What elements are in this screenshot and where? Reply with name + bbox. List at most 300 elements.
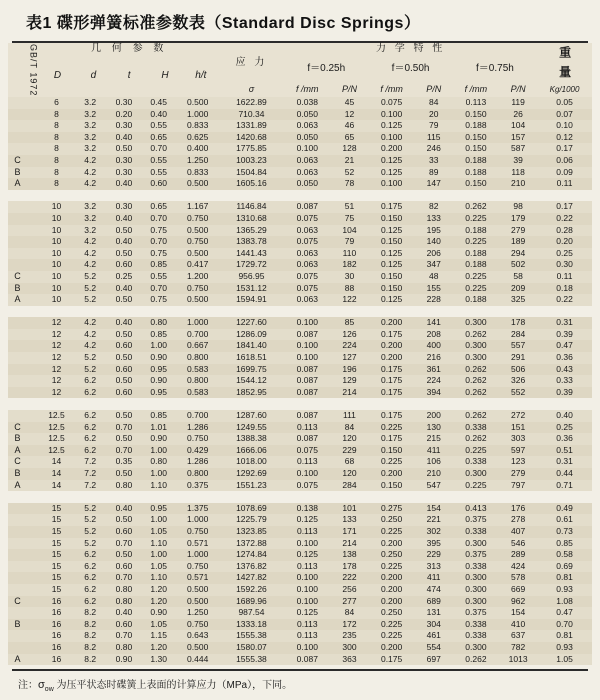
cell-pn: 68	[330, 456, 368, 468]
cell-pn: 101	[330, 503, 368, 515]
cell-: 1551.23	[219, 480, 284, 492]
cell-fmm: 0.188	[453, 259, 499, 271]
cell-d: 5.2	[73, 364, 107, 376]
cell-fmm: 0.125	[284, 607, 330, 619]
group-geometry: 几 何 参 数	[40, 43, 219, 55]
cell-t: 0.30	[107, 167, 141, 179]
cell-d: 12	[40, 329, 74, 341]
cell-fmm: 0.225	[368, 526, 414, 538]
cell-d: 3.2	[73, 143, 107, 155]
col-P-025: P/N	[330, 83, 368, 97]
cell-fmm: 0.188	[453, 120, 499, 132]
cell-t: 0.60	[107, 340, 141, 352]
cell-kg1000: 0.51	[537, 445, 592, 457]
cell-pn: 147	[415, 178, 453, 190]
cell-t: 0.50	[107, 248, 141, 260]
table-row	[8, 248, 592, 260]
cell-pn: 128	[330, 143, 368, 155]
cell-t: 0.70	[107, 538, 141, 550]
cell-kg1000: 0.70	[537, 619, 592, 631]
cell-d: 16	[40, 642, 74, 654]
cell-fmm: 0.113	[284, 561, 330, 573]
cell-pn: 75	[330, 213, 368, 225]
cell-pn: 411	[415, 445, 453, 457]
cell-d: 10	[40, 248, 74, 260]
cell-fmm: 0.075	[284, 445, 330, 457]
cell-kg1000: 0.39	[537, 329, 592, 341]
row-std-spacer	[27, 155, 40, 167]
table-row	[8, 607, 592, 619]
cell-: 1618.51	[219, 352, 284, 364]
cell-h: 0.60	[141, 178, 177, 190]
cell-pn: 547	[415, 480, 453, 492]
cell-pn: 782	[499, 642, 537, 654]
cell-d: 8	[40, 143, 74, 155]
row-series-label: C	[8, 422, 27, 434]
cell-fmm: 0.300	[453, 572, 499, 584]
cell-fmm: 0.125	[284, 514, 330, 526]
cell-: 1729.72	[219, 259, 284, 271]
cell-d: 6.2	[73, 572, 107, 584]
table-row	[8, 433, 592, 445]
cell-ht: 1.000	[177, 549, 219, 561]
cell-h: 1.05	[141, 619, 177, 631]
cell-: 1689.96	[219, 596, 284, 608]
cell-pn: 506	[499, 364, 537, 376]
cell-pn: 587	[499, 143, 537, 155]
row-series-label: C	[8, 271, 27, 283]
cell-h: 1.00	[141, 445, 177, 457]
cell-: 1225.79	[219, 514, 284, 526]
cell-fmm: 0.338	[453, 422, 499, 434]
cell-d: 7.2	[73, 456, 107, 468]
cell-pn: 157	[499, 132, 537, 144]
cell-t: 0.50	[107, 433, 141, 445]
cell-fmm: 0.150	[368, 445, 414, 457]
cell-pn: 171	[330, 526, 368, 538]
cell-h: 1.10	[141, 480, 177, 492]
cell-h: 0.90	[141, 352, 177, 364]
cell-pn: 48	[415, 271, 453, 283]
cell-d: 14	[40, 456, 74, 468]
cell-d: 3.2	[73, 109, 107, 121]
cell-pn: 51	[330, 201, 368, 213]
table-row	[8, 445, 592, 457]
cell-h: 0.90	[141, 607, 177, 619]
cell-kg1000: 0.20	[537, 236, 592, 248]
cell-: 1365.29	[219, 225, 284, 237]
table-row	[8, 120, 592, 132]
cell-pn: 133	[330, 514, 368, 526]
cell-pn: 669	[499, 584, 537, 596]
cell-ht: 0.500	[177, 642, 219, 654]
cell-ht: 1.250	[177, 155, 219, 167]
cell-ht: 1.250	[177, 607, 219, 619]
row-std-spacer	[27, 596, 40, 608]
table-row	[8, 619, 592, 631]
mech-sub-050h: f＝0.50h	[368, 55, 452, 83]
col-d: d	[75, 70, 111, 82]
cell-t: 0.90	[107, 654, 141, 666]
cell-kg1000: 1.05	[537, 654, 592, 666]
cell-t: 0.70	[107, 445, 141, 457]
table-row	[8, 468, 592, 480]
cell-fmm: 0.125	[284, 549, 330, 561]
cell-d: 8.2	[73, 607, 107, 619]
cell-h: 0.95	[141, 387, 177, 399]
cell-d: 12	[40, 317, 74, 329]
cell-fmm: 0.100	[284, 143, 330, 155]
cell-pn: 45	[330, 97, 368, 109]
cell-fmm: 0.087	[284, 364, 330, 376]
cell-pn: 279	[499, 225, 537, 237]
cell-d: 6.2	[73, 445, 107, 457]
table-row	[8, 271, 592, 283]
table-body	[8, 97, 592, 665]
cell-pn: 12	[330, 109, 368, 121]
cell-d: 3.2	[73, 225, 107, 237]
cell-h: 0.75	[141, 294, 177, 306]
cell-fmm: 0.113	[284, 526, 330, 538]
cell-ht: 0.750	[177, 433, 219, 445]
cell-pn: 178	[499, 317, 537, 329]
page-title: 表1 碟形弹簧标准参数表（Standard Disc Springs）	[26, 15, 421, 32]
cell-fmm: 0.200	[368, 642, 414, 654]
cell-kg1000: 0.22	[537, 213, 592, 225]
cell-pn: 20	[415, 109, 453, 121]
row-std-spacer	[27, 109, 40, 121]
cell-d: 3.2	[73, 132, 107, 144]
cell-fmm: 0.063	[284, 167, 330, 179]
cell-fmm: 0.338	[453, 526, 499, 538]
cell-pn: 347	[415, 259, 453, 271]
col-P-050: P/N	[415, 83, 453, 97]
table-row	[8, 352, 592, 364]
cell-fmm: 0.300	[453, 584, 499, 596]
cell-ht: 0.583	[177, 387, 219, 399]
cell-ht: 1.000	[177, 317, 219, 329]
cell-d: 8	[40, 167, 74, 179]
cell-t: 0.50	[107, 294, 141, 306]
cell-d: 6.2	[73, 422, 107, 434]
cell-h: 1.20	[141, 642, 177, 654]
cell-fmm: 0.175	[368, 410, 414, 422]
cell-t: 0.40	[107, 283, 141, 295]
cell-fmm: 0.063	[284, 155, 330, 167]
row-series-label	[8, 561, 27, 573]
cell-ht: 0.500	[177, 584, 219, 596]
cell-fmm: 0.075	[284, 283, 330, 295]
cell-d: 4.2	[73, 317, 107, 329]
row-std-spacer	[27, 283, 40, 295]
group-weight: 重 量	[537, 43, 592, 83]
cell-d: 15	[40, 572, 74, 584]
cell-pn: 689	[415, 596, 453, 608]
cell-pn: 474	[415, 584, 453, 596]
cell-ht: 0.500	[177, 294, 219, 306]
cell-pn: 26	[499, 109, 537, 121]
cell-fmm: 0.100	[368, 132, 414, 144]
cell-ht: 0.667	[177, 340, 219, 352]
cell-fmm: 0.175	[368, 433, 414, 445]
cell-pn: 176	[499, 503, 537, 515]
cell-t: 0.60	[107, 364, 141, 376]
cell-d: 7.2	[73, 468, 107, 480]
cell-ht: 0.500	[177, 596, 219, 608]
cell-pn: 502	[499, 259, 537, 271]
standard-label: GB/T 1972	[28, 43, 39, 97]
row-std-spacer	[27, 294, 40, 306]
cell-: 1666.06	[219, 445, 284, 457]
cell-pn: 246	[415, 143, 453, 155]
table-row	[8, 167, 592, 179]
cell-pn: 141	[415, 317, 453, 329]
row-std-spacer	[27, 514, 40, 526]
cell-pn: 89	[415, 167, 453, 179]
cell-d: 5.2	[73, 294, 107, 306]
cell-fmm: 0.375	[453, 514, 499, 526]
row-std-spacer	[27, 167, 40, 179]
cell-kg1000: 0.93	[537, 584, 592, 596]
cell-h: 0.75	[141, 248, 177, 260]
cell-t: 0.40	[107, 236, 141, 248]
cell-kg1000: 0.10	[537, 120, 592, 132]
cell-fmm: 0.262	[453, 410, 499, 422]
cell-pn: 88	[330, 283, 368, 295]
row-std-spacer	[27, 236, 40, 248]
cell-fmm: 0.150	[453, 132, 499, 144]
table-row	[8, 456, 592, 468]
cell-fmm: 0.113	[284, 456, 330, 468]
cell-d: 4.2	[73, 248, 107, 260]
cell-fmm: 0.338	[453, 561, 499, 573]
cell-: 1622.89	[219, 97, 284, 109]
cell-kg1000: 0.25	[537, 248, 592, 260]
cell-pn: 104	[499, 120, 537, 132]
cell-pn: 546	[499, 538, 537, 550]
cell-fmm: 0.188	[453, 294, 499, 306]
table-row	[8, 538, 592, 550]
cell-ht: 1.200	[177, 271, 219, 283]
cell-pn: 229	[415, 549, 453, 561]
cell-pn: 208	[415, 329, 453, 341]
cell-d: 4.2	[73, 236, 107, 248]
row-std-spacer	[27, 340, 40, 352]
cell-kg1000: 0.40	[537, 410, 592, 422]
group-gap-cell	[8, 398, 592, 410]
table-row	[8, 422, 592, 434]
cell-ht: 0.417	[177, 259, 219, 271]
cell-fmm: 0.150	[368, 283, 414, 295]
cell-pn: 126	[330, 329, 368, 341]
table-row	[8, 387, 592, 399]
cell-fmm: 0.225	[368, 619, 414, 631]
cell-fmm: 0.250	[368, 514, 414, 526]
cell-kg1000: 0.73	[537, 526, 592, 538]
col-sigma: σ	[219, 83, 284, 97]
cell-ht: 0.643	[177, 630, 219, 642]
cell-fmm: 0.087	[284, 201, 330, 213]
cell-kg1000: 0.11	[537, 178, 592, 190]
cell-t: 0.60	[107, 561, 141, 573]
row-std-spacer	[27, 120, 40, 132]
cell-fmm: 0.250	[368, 549, 414, 561]
cell-fmm: 0.175	[368, 375, 414, 387]
cell-d: 12.5	[40, 433, 74, 445]
table-row	[8, 201, 592, 213]
cell-kg1000: 0.17	[537, 143, 592, 155]
cell-fmm: 0.050	[284, 132, 330, 144]
cell-pn: 85	[330, 317, 368, 329]
cell-pn: 140	[415, 236, 453, 248]
row-series-label	[8, 143, 27, 155]
cell-d: 8	[40, 178, 74, 190]
cell-pn: 303	[499, 433, 537, 445]
cell-t: 0.50	[107, 468, 141, 480]
cell-fmm: 0.125	[368, 259, 414, 271]
cell-t: 0.50	[107, 352, 141, 364]
row-series-label	[8, 584, 27, 596]
cell-t: 0.50	[107, 143, 141, 155]
cell-pn: 216	[415, 352, 453, 364]
cell-fmm: 0.175	[368, 329, 414, 341]
cell-pn: 361	[415, 364, 453, 376]
cell-t: 0.80	[107, 596, 141, 608]
cell-pn: 151	[499, 422, 537, 434]
cell-fmm: 0.125	[368, 294, 414, 306]
table-row	[8, 294, 592, 306]
cell-t: 0.35	[107, 456, 141, 468]
cell-pn: 597	[499, 445, 537, 457]
cell-pn: 962	[499, 596, 537, 608]
cell-pn: 209	[499, 283, 537, 295]
cell-d: 4.2	[73, 340, 107, 352]
col-t: t	[111, 70, 147, 82]
cell-: 1286.09	[219, 329, 284, 341]
row-std-spacer	[27, 456, 40, 468]
cell-fmm: 0.275	[368, 503, 414, 515]
row-std-spacer	[27, 317, 40, 329]
cell-pn: 21	[330, 155, 368, 167]
row-series-label	[8, 503, 27, 515]
cell-: 1287.60	[219, 410, 284, 422]
cell-d: 6.2	[73, 375, 107, 387]
cell-fmm: 0.300	[453, 596, 499, 608]
table-row	[8, 480, 592, 492]
cell-pn: 411	[415, 572, 453, 584]
cell-pn: 284	[330, 480, 368, 492]
cell-pn: 179	[499, 213, 537, 225]
cell-fmm: 0.063	[284, 120, 330, 132]
cell-h: 0.55	[141, 167, 177, 179]
cell-kg1000: 0.11	[537, 271, 592, 283]
cell-fmm: 0.100	[368, 109, 414, 121]
group-gap	[8, 190, 592, 202]
cell-fmm: 0.100	[284, 352, 330, 364]
cell-fmm: 0.262	[453, 433, 499, 445]
cell-pn: 210	[499, 178, 537, 190]
table-row	[8, 259, 592, 271]
row-series-label	[8, 572, 27, 584]
cell-fmm: 0.225	[368, 422, 414, 434]
geometry-spacer	[40, 55, 219, 97]
cell-h: 0.45	[141, 97, 177, 109]
table-row	[8, 225, 592, 237]
cell-pn: 407	[499, 526, 537, 538]
cell-: 1594.91	[219, 294, 284, 306]
row-std-spacer	[27, 526, 40, 538]
cell-pn: 461	[415, 630, 453, 642]
cell-fmm: 0.262	[453, 654, 499, 666]
cell-pn: 554	[415, 642, 453, 654]
cell-ht: 0.833	[177, 120, 219, 132]
cell-pn: 106	[415, 456, 453, 468]
cell-fmm: 0.300	[453, 538, 499, 550]
cell-fmm: 0.300	[453, 642, 499, 654]
cell-fmm: 0.113	[284, 619, 330, 631]
cell-fmm: 0.225	[453, 236, 499, 248]
cell-fmm: 0.225	[453, 480, 499, 492]
cell-t: 0.25	[107, 271, 141, 283]
cell-: 1331.89	[219, 120, 284, 132]
cell-d: 10	[40, 236, 74, 248]
table-row	[8, 630, 592, 642]
cell-d: 12	[40, 364, 74, 376]
cell-ht: 0.571	[177, 538, 219, 550]
cell-fmm: 0.375	[453, 549, 499, 561]
cell-fmm: 0.113	[284, 422, 330, 434]
cell-fmm: 0.188	[453, 248, 499, 260]
cell-kg1000: 0.81	[537, 630, 592, 642]
cell-d: 4.2	[73, 259, 107, 271]
cell-pn: 289	[499, 549, 537, 561]
cell-fmm: 0.075	[284, 213, 330, 225]
cell-ht: 0.800	[177, 352, 219, 364]
cell-pn: 79	[330, 236, 368, 248]
cell-d: 5.2	[73, 283, 107, 295]
cell-t: 0.40	[107, 132, 141, 144]
cell-ht: 0.583	[177, 364, 219, 376]
cell-kg1000: 0.22	[537, 294, 592, 306]
cell-pn: 302	[415, 526, 453, 538]
cell-d: 4.2	[73, 155, 107, 167]
cell-kg1000: 0.85	[537, 538, 592, 550]
cell-d: 6.2	[73, 410, 107, 422]
cell-kg1000: 0.93	[537, 642, 592, 654]
cell-pn: 214	[330, 387, 368, 399]
cell-kg1000: 0.31	[537, 317, 592, 329]
cell-ht: 1.167	[177, 201, 219, 213]
cell-fmm: 0.200	[368, 584, 414, 596]
cell-t: 0.50	[107, 410, 141, 422]
cell-pn: 84	[330, 422, 368, 434]
cell-fmm: 0.338	[453, 456, 499, 468]
cell-h: 0.85	[141, 259, 177, 271]
cell-pn: 110	[330, 248, 368, 260]
cell-fmm: 0.300	[453, 340, 499, 352]
cell-fmm: 0.075	[368, 97, 414, 109]
cell-ht: 0.750	[177, 213, 219, 225]
cell-: 1383.78	[219, 236, 284, 248]
cell-pn: 58	[499, 271, 537, 283]
cell-: 1775.85	[219, 143, 284, 155]
cell-fmm: 0.075	[284, 480, 330, 492]
cell-pn: 120	[330, 433, 368, 445]
table-row	[8, 364, 592, 376]
cell-h: 0.70	[141, 236, 177, 248]
table-row	[8, 375, 592, 387]
cell-d: 8	[40, 155, 74, 167]
